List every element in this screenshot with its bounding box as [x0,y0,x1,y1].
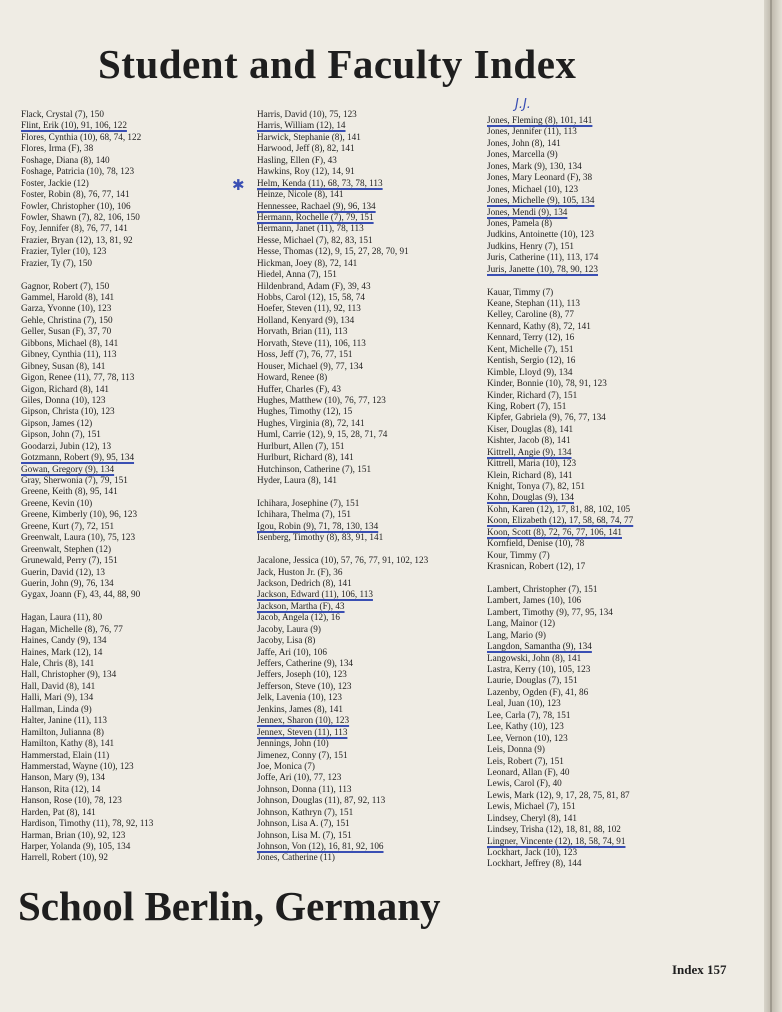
index-entry: Jaffe, Ari (10), 106 [257,646,327,657]
index-entry: Kennard, Kathy (8), 72, 141 [487,320,591,331]
index-entry: Flack, Crystal (7), 150 [21,109,104,119]
index-entry: Hurlburt, Allen (7), 151 [257,440,345,451]
index-entry: Jacalone, Jessica (10), 57, 76, 77, 91, 102, 123 [257,555,429,566]
index-entry-underlined: Langdon, Samantha (9), 134 [487,641,592,652]
index-entry-underlined: Igou, Robin (9), 71, 78, 130, 134 [257,520,379,531]
index-entry: Lee, Carla (7), 78, 151 [487,709,571,720]
letter-group-gap [487,275,722,286]
index-entry: Kipfer, Gabriela (9), 76, 77, 134 [487,412,606,423]
index-entry: Holland, Kenyard (9), 134 [257,314,355,325]
index-entry: Lewis, Michael (7), 151 [487,801,576,812]
index-entry: Foy, Jennifer (8), 76, 77, 141 [21,223,128,234]
index-entry: Kinder, Richard (7), 151 [487,389,578,400]
index-entry: Lewis, Mark (12), 9, 17, 28, 75, 81, 87 [487,789,630,800]
index-entry: Jefferson, Steve (10), 123 [257,680,352,691]
index-entry: Jones, Jennifer (11), 113 [487,126,577,137]
index-entry: Krasnican, Robert (12), 17 [487,561,586,572]
index-entry: Jones, John (8), 141 [487,137,561,148]
index-entry: Jones, Michael (10), 123 [487,183,579,194]
index-entry-underlined: Kittrell, Angie (9), 134 [487,446,572,457]
index-entry: Jeffers, Catherine (9), 134 [257,658,354,668]
index-entry: King, Robert (7), 151 [487,400,567,411]
index-entry: Gigon, Renee (11), 77, 78, 113 [21,372,135,383]
index-entry: Huffer, Charles (F), 43 [257,383,341,394]
index-entry: Frazier, Bryan (12), 13, 81, 92 [21,234,133,245]
index-entry-underlined: Gowan, Gregory (9), 134 [21,463,115,474]
index-entry: Lang, Mainor (12) [487,618,556,629]
index-entry: Kelley, Caroline (8), 77 [487,309,574,320]
handwritten-star-mark: ✱ [232,176,245,194]
index-entry: Kennard, Terry (12), 16 [487,332,575,343]
index-entry-underlined: Johnson, Von (12), 16, 81, 92, 106 [257,841,384,851]
index-entry: Joffe, Ari (10), 77, 123 [257,772,342,783]
index-entry: Kiser, Douglas (8), 141 [487,423,574,434]
index-entry: Jennings, John (10) [257,738,329,749]
letter-group-gap [487,573,722,584]
index-entry: Isenberg, Timothy (8), 83, 91, 141 [257,532,384,543]
index-entry: Leonard, Allan (F), 40 [487,766,570,777]
index-entry: Lang, Mario (9) [487,629,546,640]
index-entry: Gehle, Christina (7), 150 [21,314,113,325]
index-entry: Jenkins, James (8), 141 [257,703,343,714]
index-entry: Jones, Catherine (11) [257,852,335,863]
index-entry: Laurie, Douglas (7), 151 [487,675,578,686]
index-entry: Lindsey, Cheryl (8), 141 [487,812,577,823]
index-entry: Lambert, James (10), 106 [487,595,582,606]
index-entry: Hesse, Michael (7), 82, 83, 151 [257,234,373,245]
index-entry: Hagan, Laura (11), 80 [21,612,103,623]
index-column-3 [487,115,722,870]
index-entry: Hammerstad, Elain (11) [21,749,110,760]
index-entry: Howard, Renee (8) [257,372,328,383]
letter-group-gap [257,544,492,555]
index-entry: Harden, Pat (8), 141 [21,806,96,817]
index-entry: Garza, Yvonne (10), 123 [21,303,112,314]
index-column-2 [257,109,492,864]
index-entry: Hamilton, Kathy (8), 141 [21,738,115,749]
index-entry: Klein, Richard (8), 141 [487,469,573,480]
index-entry: Guerin, John (9), 76, 134 [21,577,114,588]
index-entry: Hobbs, Carol (12), 15, 58, 74 [257,292,365,302]
index-entry: Grunewald, Perry (7), 151 [21,555,118,566]
index-entry: Foster, Jackie (12) [21,177,89,188]
index-entry: Ichihara, Thelma (7), 151 [257,509,351,520]
index-entry: Gagnor, Robert (7), 150 [21,280,110,291]
index-entry: Hildenbrand, Adam (F), 39, 43 [257,280,371,291]
index-entry: Hale, Chris (8), 141 [21,658,95,668]
index-entry: Lindsey, Trisha (12), 18, 81, 88, 102 [487,824,621,835]
index-entry: Jacoby, Laura (9) [257,623,321,634]
handwritten-initials: J.J. [515,97,531,112]
index-entry: Jimenez, Conny (7), 151 [257,749,348,760]
index-entry: Giles, Donna (10), 123 [21,394,106,405]
index-entry: Flores, Irma (F), 38 [21,143,94,154]
index-entry: Fowler, Christopher (10), 106 [21,200,131,211]
index-entry: Lambert, Timothy (9), 77, 95, 134 [487,606,613,617]
index-entry: Johnson, Lisa A. (7), 151 [257,818,350,829]
index-entry: Kauar, Timmy (7) [487,286,554,297]
index-entry: Lockhart, Jack (10), 123 [487,847,578,857]
index-entry: Hardison, Timothy (11), 78, 92, 113 [21,818,154,829]
index-entry: Greene, Keith (8), 95, 141 [21,486,118,497]
index-entry: Hutchinson, Catherine (7), 151 [257,463,372,474]
index-entry: Greene, Kurt (7), 72, 151 [21,520,115,531]
index-entry: Geller, Susan (F), 37, 70 [21,326,112,337]
index-entry: Jack, Huston Jr. (F), 36 [257,566,343,577]
index-entry-underlined: Juris, Janette (10), 78, 90, 123 [487,263,598,274]
index-entry: Kishter, Jacob (8), 141 [487,435,571,446]
index-entry: Frazier, Ty (7), 150 [21,257,93,268]
index-entry: Hall, Christopher (9), 134 [21,669,117,680]
index-entry: Frazier, Tyler (10), 123 [21,246,107,257]
index-entry: Hurlburt, Richard (8), 141 [257,452,354,463]
index-entry: Jones, Mary Leonard (F), 38 [487,172,593,183]
index-entry: Hesse, Thomas (12), 9, 15, 27, 28, 70, 91 [257,246,409,257]
index-entry: Greenwalt, Laura (10), 75, 123 [21,532,136,543]
index-entry: Haines, Mark (12), 14 [21,646,103,657]
index-entry: Hallman, Linda (9) [21,703,92,714]
index-entry: Fowler, Shawn (7), 82, 106, 150 [21,211,140,222]
index-entry: Hanson, Rita (12), 14 [21,783,101,794]
index-entry: Hyder, Laura (8), 141 [257,475,337,485]
index-entry: Hiedel, Anna (7), 151 [257,269,337,280]
index-entry: Jacob, Angela (12), 16 [257,612,340,623]
index-entry: Kimble, Lloyd (9), 134 [487,366,573,377]
index-entry-underlined: Kohn, Douglas (9), 134 [487,492,575,503]
index-entry: Hughes, Virginia (8), 72, 141 [257,417,365,428]
index-entry: Heinze, Nicole (8), 141 [257,189,344,200]
index-entry: Gipson, Christa (10), 123 [21,406,115,417]
page-edge [764,0,782,1012]
index-entry: Gammel, Harold (8), 141 [21,292,115,302]
index-entry: Lockhart, Jeffrey (8), 144 [487,858,582,869]
letter-group-gap [257,486,492,497]
index-entry: Goodarzi, Jubin (12), 13 [21,440,112,451]
index-entry: Kentish, Sergio (12), 16 [487,355,576,366]
index-column-1 [21,109,256,864]
index-entry: Johnson, Donna (11), 113 [257,783,352,794]
index-entry: Kent, Michelle (7), 151 [487,343,574,354]
index-entry: Horvath, Brian (11), 113 [257,326,348,337]
index-entry-underlined: Koon, Scott (8), 72, 76, 77, 106, 141 [487,526,622,537]
index-entry: Greene, Kimberly (10), 96, 123 [21,509,138,520]
index-entry: Horvath, Steve (11), 106, 113 [257,337,366,348]
index-entry: Keane, Stephan (11), 113 [487,298,580,308]
index-entry: Hoefer, Steven (11), 92, 113 [257,303,361,314]
index-entry: Hall, David (8), 141 [21,680,96,691]
index-entry: Judkins, Antoinette (10), 123 [487,229,594,240]
index-entry: Jeffers, Joseph (10), 123 [257,669,347,680]
index-entry-underlined: Hennessee, Rachael (9), 96, 134 [257,200,376,211]
index-entry-underlined: Jennex, Steven (11), 113 [257,726,348,737]
index-entry-underlined: Koon, Elizabeth (12), 17, 58, 68, 74, 77 [487,515,634,526]
index-entry: Hammerstad, Wayne (10), 123 [21,760,134,771]
index-entry: Kittrell, Maria (10), 123 [487,458,577,469]
index-entry: Hughes, Matthew (10), 76, 77, 123 [257,394,386,405]
letter-group-gap [21,601,256,612]
index-entry: Lambert, Christopher (7), 151 [487,583,598,594]
index-entry: Jones, Marcella (9) [487,149,558,160]
index-entry: Guerin, David (12), 13 [21,566,105,577]
index-entry: Harwick, Stephanie (8), 141 [257,131,361,142]
index-entry: Gigon, Richard (8), 141 [21,383,110,394]
index-entry: Hoss, Jeff (7), 76, 77, 151 [257,349,353,360]
index-entry: Greenwalt, Stephen (12) [21,543,112,554]
index-entry: Johnson, Kathryn (7), 151 [257,806,354,817]
index-entry: Hanson, Mary (9), 134 [21,772,105,783]
index-entry-underlined: Hermann, Rochelle (7), 79, 151 [257,211,374,222]
index-entry: Jones, Mark (9), 130, 134 [487,160,582,171]
index-entry: Langowski, John (8), 141 [487,652,582,663]
index-entry-underlined: Flint, Erik (10), 91, 106, 122 [21,120,127,131]
letter-group-gap [21,269,256,280]
index-entry: Gipson, John (7), 151 [21,429,101,440]
index-entry: Gibney, Cynthia (11), 113 [21,349,117,360]
index-entry: Johnson, Lisa M. (7), 151 [257,829,352,840]
index-entry: Lewis, Carol (F), 40 [487,778,562,789]
index-entry: Houser, Michael (9), 77, 134 [257,360,364,371]
index-entry: Harman, Brian (10), 92, 123 [21,829,126,840]
index-entry: Foshage, Patricia (10), 78, 123 [21,166,135,177]
index-entry: Judkins, Henry (7), 151 [487,240,575,251]
index-entry: Hawkins, Roy (12), 14, 91 [257,166,355,177]
index-entry: Kinder, Bonnie (10), 78, 91, 123 [487,378,607,389]
index-entry: Harwood, Jeff (8), 82, 141 [257,143,355,154]
index-entry: Knight, Tonya (7), 82, 151 [487,481,585,491]
index-entry-underlined: Jones, Fleming (8), 101, 141 [487,115,593,125]
index-entry: Lastra, Kerry (10), 105, 123 [487,664,591,674]
index-entry-underlined: Jones, Michelle (9), 105, 134 [487,195,595,206]
index-entry-underlined: Lingner, Vincente (12), 18, 58, 74, 91 [487,835,626,846]
index-entry: Jelk, Lavenia (10), 123 [257,692,342,703]
index-entry: Lazenby, Ogden (F), 41, 86 [487,686,589,697]
index-entry: Lee, Kathy (10), 123 [487,721,564,732]
index-entry: Hasling, Ellen (F), 43 [257,154,337,165]
index-entry: Hagan, Michelle (8), 76, 77 [21,623,123,634]
index-entry: Harper, Yolanda (9), 105, 134 [21,841,131,851]
index-entry: Haines, Candy (9), 134 [21,635,107,646]
index-entry-underlined: Harris, William (12), 14 [257,120,346,131]
index-entry-underlined: Gotzmann, Robert (9), 95, 134 [21,452,135,463]
index-entry: Johnson, Douglas (11), 87, 92, 113 [257,795,386,806]
index-entry: Gygax, Joann (F), 43, 44, 88, 90 [21,589,141,600]
index-entry-underlined: Jennex, Sharon (10), 123 [257,715,350,726]
index-entry: Halli, Mari (9), 134 [21,692,94,703]
index-entry: Harrell, Robert (10), 92 [21,852,108,863]
index-entry: Juris, Catherine (11), 113, 174 [487,252,599,263]
index-entry: Kohn, Karen (12), 17, 81, 88, 102, 105 [487,503,631,514]
index-entry: Kornfield, Denise (10), 78 [487,538,585,549]
index-entry: Leal, Juan (10), 123 [487,698,561,709]
index-entry: Jackson, Dedrich (8), 141 [257,577,352,588]
index-entry: Hughes, Timothy (12), 15 [257,406,353,417]
index-entry: Flores, Cynthia (10), 68, 74, 122 [21,131,142,142]
index-entry: Gray, Sherwonia (7), 79, 151 [21,475,128,485]
index-entry: Halter, Janine (11), 113 [21,715,107,726]
index-entry-underlined: Jones, Mendi (9), 134 [487,206,568,217]
index-entry: Harris, David (10), 75, 123 [257,109,357,119]
index-entry: Hickman, Joey (8), 72, 141 [257,257,358,268]
index-entry: Jones, Pamela (8) [487,217,553,228]
index-entry: Leis, Robert (7), 151 [487,755,564,766]
index-entry-underlined: Helm, Kenda (11), 68, 73, 78, 113 [257,177,383,188]
index-entry: Foster, Robin (8), 76, 77, 141 [21,189,130,200]
page-footer-caption: School Berlin, Germany [18,883,441,929]
index-entry: Hermann, Janet (11), 78, 113 [257,223,364,234]
index-entry: Gibney, Susan (8), 141 [21,360,106,371]
page-edge-line [770,0,772,1012]
index-entry: Joe, Monica (7) [257,760,315,771]
index-entry: Gipson, James (12) [21,417,93,428]
page-number: Index 157 [672,962,727,977]
index-entry: Huml, Carrie (12), 9, 15, 28, 71, 74 [257,429,388,440]
index-entry: Gibbons, Michael (8), 141 [21,337,119,348]
page-title: Student and Faculty Index [98,41,577,87]
index-entry: Leis, Donna (9) [487,744,545,755]
index-entry: Kour, Timmy (7) [487,549,550,560]
index-entry-underlined: Jackson, Martha (F), 43 [257,600,345,611]
index-entry: Hanson, Rose (10), 78, 123 [21,795,122,806]
index-entry: Jacoby, Lisa (8) [257,635,316,646]
index-entry: Lee, Vernon (10), 123 [487,732,568,743]
index-entry: Ichihara, Josephine (7), 151 [257,497,360,508]
index-entry: Foshage, Diana (8), 140 [21,154,110,165]
index-entry-underlined: Jackson, Edward (11), 106, 113 [257,589,373,600]
index-entry: Hamilton, Julianna (8) [21,726,104,737]
index-entry: Greene, Kevin (10) [21,497,93,508]
